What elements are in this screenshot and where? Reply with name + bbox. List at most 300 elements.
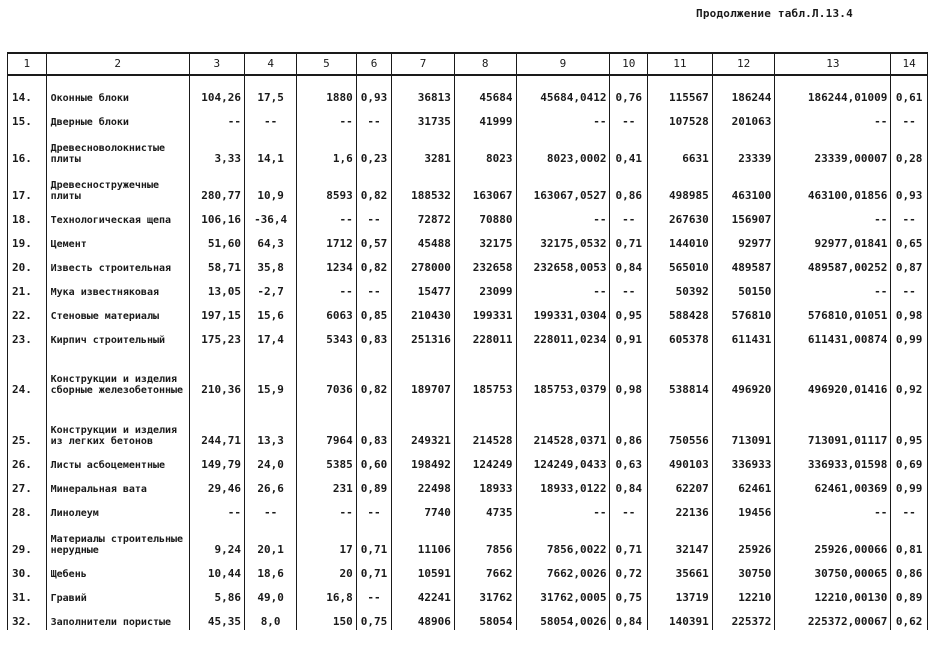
cell-no: 28. — [8, 497, 47, 521]
cell-c9: 7856,0022 — [516, 521, 610, 558]
cell-c10: 0,84 — [610, 473, 648, 497]
cell-c5: 6063 — [297, 300, 357, 324]
cell-c6: 0,75 — [356, 606, 392, 630]
cell-c14: -- — [891, 276, 928, 300]
cell-c14: 0,99 — [891, 324, 928, 348]
table-row — [8, 167, 928, 204]
cell-c5: 20 — [297, 558, 357, 582]
cell-name: Материалы строительные нерудные — [46, 521, 189, 558]
cell-c3: 51,60 — [189, 228, 244, 252]
cell-c7: 45488 — [392, 228, 455, 252]
column-header-3: 3 — [189, 53, 244, 75]
cell-no: 29. — [8, 521, 47, 558]
cell-c14: 0,69 — [891, 449, 928, 473]
cell-c7: 31735 — [392, 106, 455, 130]
cell-c8: 185753 — [454, 348, 516, 398]
cell-c3: 197,15 — [189, 300, 244, 324]
cell-no: 32. — [8, 606, 47, 630]
cell-c5: 1712 — [297, 228, 357, 252]
cell-c13: -- — [775, 106, 891, 130]
cell-c13: 611431,00874 — [775, 324, 891, 348]
cell-no: 22. — [8, 300, 47, 324]
cell-c14: -- — [891, 497, 928, 521]
cell-c9: 18933,0122 — [516, 473, 610, 497]
cell-c4: 14,1 — [245, 130, 297, 167]
cell-c9: -- — [516, 106, 610, 130]
cell-c5: 5385 — [297, 449, 357, 473]
table-row — [8, 130, 928, 167]
cell-c12: 50150 — [712, 276, 775, 300]
cell-c8: 228011 — [454, 324, 516, 348]
cell-c14: 0,98 — [891, 300, 928, 324]
cell-c11: 62207 — [648, 473, 713, 497]
cell-c13: 225372,00067 — [775, 606, 891, 630]
cell-c11: 35661 — [648, 558, 713, 582]
cell-c9: -- — [516, 204, 610, 228]
header-row — [8, 53, 928, 75]
cell-c6: -- — [356, 106, 392, 130]
cell-c7: 10591 — [392, 558, 455, 582]
cell-no: 26. — [8, 449, 47, 473]
cell-c12: 25926 — [712, 521, 775, 558]
cell-c5: -- — [297, 204, 357, 228]
cell-c14: 0,87 — [891, 252, 928, 276]
cell-c10: 0,86 — [610, 398, 648, 449]
cell-c11: 498985 — [648, 167, 713, 204]
cell-c9: 31762,0005 — [516, 582, 610, 606]
column-header-14: 14 — [891, 53, 928, 75]
cell-name: Древесноволокнистые плиты — [46, 130, 189, 167]
cell-c11: 13719 — [648, 582, 713, 606]
cell-c4: 26,6 — [245, 473, 297, 497]
cell-c10: 0,95 — [610, 300, 648, 324]
table-row — [8, 497, 928, 521]
cell-c12: 186244 — [712, 75, 775, 106]
cell-c3: 175,23 — [189, 324, 244, 348]
cell-c14: 0,93 — [891, 167, 928, 204]
cell-c4: 17,5 — [245, 75, 297, 106]
cell-c5: 1234 — [297, 252, 357, 276]
cell-c13: 92977,01841 — [775, 228, 891, 252]
cell-c3: 58,71 — [189, 252, 244, 276]
cell-c14: 0,28 — [891, 130, 928, 167]
cell-c9: 32175,0532 — [516, 228, 610, 252]
cell-c8: 199331 — [454, 300, 516, 324]
table-row — [8, 228, 928, 252]
cell-c5: 16,8 — [297, 582, 357, 606]
cell-c14: 0,86 — [891, 558, 928, 582]
column-header-11: 11 — [648, 53, 713, 75]
cell-c6: 0,71 — [356, 521, 392, 558]
cell-c4: 64,3 — [245, 228, 297, 252]
cell-name: Конструкции и изделия сборные железобетонные — [46, 348, 189, 398]
cell-c11: 565010 — [648, 252, 713, 276]
cell-c6: 0,83 — [356, 398, 392, 449]
cell-no: 23. — [8, 324, 47, 348]
cell-c8: 70880 — [454, 204, 516, 228]
cell-c11: 538814 — [648, 348, 713, 398]
cell-c13: -- — [775, 204, 891, 228]
cell-no: 30. — [8, 558, 47, 582]
cell-c3: 149,79 — [189, 449, 244, 473]
cell-c10: 0,98 — [610, 348, 648, 398]
cell-c4: 24,0 — [245, 449, 297, 473]
table-row — [8, 449, 928, 473]
cell-c11: 490103 — [648, 449, 713, 473]
cell-c7: 11106 — [392, 521, 455, 558]
cell-c4: 8,0 — [245, 606, 297, 630]
cell-c4: 20,1 — [245, 521, 297, 558]
cell-c4: 18,6 — [245, 558, 297, 582]
cell-c10: 0,71 — [610, 228, 648, 252]
cell-c5: -- — [297, 497, 357, 521]
cell-c13: 30750,00065 — [775, 558, 891, 582]
cell-c13: 186244,01009 — [775, 75, 891, 106]
cell-c12: 225372 — [712, 606, 775, 630]
cell-c4: 15,9 — [245, 348, 297, 398]
cell-c5: -- — [297, 106, 357, 130]
cell-c7: 278000 — [392, 252, 455, 276]
cell-c14: 0,81 — [891, 521, 928, 558]
cell-c11: 115567 — [648, 75, 713, 106]
cell-c13: 489587,00252 — [775, 252, 891, 276]
cell-c9: 58054,0026 — [516, 606, 610, 630]
cell-c8: 7662 — [454, 558, 516, 582]
cell-c11: 144010 — [648, 228, 713, 252]
cell-c12: 496920 — [712, 348, 775, 398]
cell-name: Конструкции и изделия из легких бетонов — [46, 398, 189, 449]
cell-c12: 62461 — [712, 473, 775, 497]
cell-name: Заполнители пористые — [46, 606, 189, 630]
cell-name: Минеральная вата — [46, 473, 189, 497]
cell-c10: 0,76 — [610, 75, 648, 106]
cell-c12: 19456 — [712, 497, 775, 521]
column-header-1: 1 — [8, 53, 47, 75]
cell-name: Древесностружечные плиты — [46, 167, 189, 204]
cell-c9: 7662,0026 — [516, 558, 610, 582]
cell-c10: 0,71 — [610, 521, 648, 558]
cell-c3: 29,46 — [189, 473, 244, 497]
cell-c4: -- — [245, 497, 297, 521]
cell-c6: 0,57 — [356, 228, 392, 252]
cell-c3: 106,16 — [189, 204, 244, 228]
cell-c5: 8593 — [297, 167, 357, 204]
cell-c12: 201063 — [712, 106, 775, 130]
cell-name: Цемент — [46, 228, 189, 252]
cell-c11: 750556 — [648, 398, 713, 449]
cell-c6: 0,82 — [356, 252, 392, 276]
cell-name: Технологическая щепа — [46, 204, 189, 228]
cell-name: Стеновые материалы — [46, 300, 189, 324]
cell-c3: -- — [189, 106, 244, 130]
column-header-2: 2 — [46, 53, 189, 75]
cell-no: 18. — [8, 204, 47, 228]
cell-c5: 1880 — [297, 75, 357, 106]
cell-c3: 210,36 — [189, 348, 244, 398]
cell-c4: 35,8 — [245, 252, 297, 276]
cell-c5: -- — [297, 276, 357, 300]
cell-c9: 185753,0379 — [516, 348, 610, 398]
cell-no: 27. — [8, 473, 47, 497]
cell-c7: 42241 — [392, 582, 455, 606]
cell-c8: 4735 — [454, 497, 516, 521]
cell-c10: 0,72 — [610, 558, 648, 582]
cell-c9: 199331,0304 — [516, 300, 610, 324]
cell-c3: 244,71 — [189, 398, 244, 449]
cell-c3: 10,44 — [189, 558, 244, 582]
cell-c13: 336933,01598 — [775, 449, 891, 473]
cell-c12: 489587 — [712, 252, 775, 276]
column-header-13: 13 — [775, 53, 891, 75]
cell-no: 16. — [8, 130, 47, 167]
cell-c6: 0,89 — [356, 473, 392, 497]
cell-c7: 3281 — [392, 130, 455, 167]
cell-c10: 0,84 — [610, 252, 648, 276]
cell-c4: 15,6 — [245, 300, 297, 324]
cell-c10: -- — [610, 106, 648, 130]
cell-name: Известь строительная — [46, 252, 189, 276]
table-row — [8, 521, 928, 558]
cell-c13: 23339,00007 — [775, 130, 891, 167]
cell-no: 19. — [8, 228, 47, 252]
cell-c13: 62461,00369 — [775, 473, 891, 497]
cell-c8: 232658 — [454, 252, 516, 276]
table-row — [8, 324, 928, 348]
cell-c3: 45,35 — [189, 606, 244, 630]
cell-c6: 0,23 — [356, 130, 392, 167]
column-header-7: 7 — [392, 53, 455, 75]
table-row — [8, 558, 928, 582]
cell-c10: 0,86 — [610, 167, 648, 204]
cell-c9: 124249,0433 — [516, 449, 610, 473]
cell-c3: 13,05 — [189, 276, 244, 300]
table-row — [8, 300, 928, 324]
cell-c3: 104,26 — [189, 75, 244, 106]
column-header-5: 5 — [297, 53, 357, 75]
table-row — [8, 348, 928, 398]
cell-name: Дверные блоки — [46, 106, 189, 130]
cell-c9: -- — [516, 276, 610, 300]
cell-c5: 17 — [297, 521, 357, 558]
cell-c12: 463100 — [712, 167, 775, 204]
cell-c5: 1,6 — [297, 130, 357, 167]
cell-c13: 12210,00130 — [775, 582, 891, 606]
table-row — [8, 276, 928, 300]
cell-c14: -- — [891, 106, 928, 130]
cell-c14: 0,62 — [891, 606, 928, 630]
cell-c13: 25926,00066 — [775, 521, 891, 558]
cell-c8: 7856 — [454, 521, 516, 558]
cell-c4: 10,9 — [245, 167, 297, 204]
column-header-9: 9 — [516, 53, 610, 75]
cell-c8: 45684 — [454, 75, 516, 106]
cell-c11: 605378 — [648, 324, 713, 348]
cell-c9: 232658,0053 — [516, 252, 610, 276]
cell-c13: 496920,01416 — [775, 348, 891, 398]
cell-c10: 0,75 — [610, 582, 648, 606]
cell-c12: 713091 — [712, 398, 775, 449]
cell-no: 14. — [8, 75, 47, 106]
cell-c14: 0,61 — [891, 75, 928, 106]
cell-no: 25. — [8, 398, 47, 449]
cell-c10: -- — [610, 497, 648, 521]
cell-c11: 22136 — [648, 497, 713, 521]
cell-c12: 30750 — [712, 558, 775, 582]
cell-c12: 156907 — [712, 204, 775, 228]
cell-c6: 0,82 — [356, 167, 392, 204]
cell-c10: -- — [610, 276, 648, 300]
table-caption: Продолжение табл.Л.13.4 — [696, 7, 853, 20]
cell-c9: 214528,0371 — [516, 398, 610, 449]
cell-c10: 0,84 — [610, 606, 648, 630]
cell-c12: 336933 — [712, 449, 775, 473]
cell-c8: 58054 — [454, 606, 516, 630]
cell-name: Кирпич строительный — [46, 324, 189, 348]
cell-c6: 0,93 — [356, 75, 392, 106]
cell-c9: -- — [516, 497, 610, 521]
cell-c7: 7740 — [392, 497, 455, 521]
column-header-10: 10 — [610, 53, 648, 75]
cell-c8: 31762 — [454, 582, 516, 606]
cell-c12: 611431 — [712, 324, 775, 348]
cell-c6: 0,82 — [356, 348, 392, 398]
cell-c12: 23339 — [712, 130, 775, 167]
cell-c12: 576810 — [712, 300, 775, 324]
cell-name: Листы асбоцементные — [46, 449, 189, 473]
cell-c11: 267630 — [648, 204, 713, 228]
cell-c7: 210430 — [392, 300, 455, 324]
cell-c6: -- — [356, 204, 392, 228]
cell-c6: -- — [356, 497, 392, 521]
cell-c4: -- — [245, 106, 297, 130]
cell-c4: 17,4 — [245, 324, 297, 348]
cell-c3: 3,33 — [189, 130, 244, 167]
cell-c14: 0,65 — [891, 228, 928, 252]
cell-c8: 41999 — [454, 106, 516, 130]
cell-c5: 5343 — [297, 324, 357, 348]
cell-c6: 0,71 — [356, 558, 392, 582]
cell-c13: 463100,01856 — [775, 167, 891, 204]
cell-c8: 163067 — [454, 167, 516, 204]
cell-c7: 72872 — [392, 204, 455, 228]
cell-c4: 49,0 — [245, 582, 297, 606]
cell-c6: 0,85 — [356, 300, 392, 324]
cell-c3: 280,77 — [189, 167, 244, 204]
cell-c7: 48906 — [392, 606, 455, 630]
table-row — [8, 606, 928, 630]
table-row — [8, 252, 928, 276]
cell-c7: 189707 — [392, 348, 455, 398]
cell-c5: 231 — [297, 473, 357, 497]
cell-c5: 150 — [297, 606, 357, 630]
cell-c7: 198492 — [392, 449, 455, 473]
cell-c7: 36813 — [392, 75, 455, 106]
cell-c14: 0,95 — [891, 398, 928, 449]
cell-name: Оконные блоки — [46, 75, 189, 106]
cell-c11: 588428 — [648, 300, 713, 324]
column-header-6: 6 — [356, 53, 392, 75]
cell-c4: 13,3 — [245, 398, 297, 449]
table-row — [8, 582, 928, 606]
cell-c6: -- — [356, 276, 392, 300]
cell-c6: -- — [356, 582, 392, 606]
cell-c4: -36,4 — [245, 204, 297, 228]
cell-c10: -- — [610, 204, 648, 228]
cell-c14: 0,99 — [891, 473, 928, 497]
cell-c8: 124249 — [454, 449, 516, 473]
cell-c9: 45684,0412 — [516, 75, 610, 106]
cell-c13: 713091,01117 — [775, 398, 891, 449]
cell-c13: 576810,01051 — [775, 300, 891, 324]
cell-c9: 163067,0527 — [516, 167, 610, 204]
table-row — [8, 204, 928, 228]
cell-c4: -2,7 — [245, 276, 297, 300]
cell-c7: 22498 — [392, 473, 455, 497]
cell-c6: 0,83 — [356, 324, 392, 348]
column-header-8: 8 — [454, 53, 516, 75]
table-row — [8, 473, 928, 497]
cell-c13: -- — [775, 276, 891, 300]
cell-c3: 9,24 — [189, 521, 244, 558]
cell-c7: 188532 — [392, 167, 455, 204]
cell-c5: 7036 — [297, 348, 357, 398]
cell-no: 20. — [8, 252, 47, 276]
cell-c14: 0,89 — [891, 582, 928, 606]
cell-c11: 32147 — [648, 521, 713, 558]
cell-c9: 228011,0234 — [516, 324, 610, 348]
column-header-12: 12 — [712, 53, 775, 75]
cell-name: Мука известняковая — [46, 276, 189, 300]
cell-c7: 251316 — [392, 324, 455, 348]
cell-c14: 0,92 — [891, 348, 928, 398]
cell-name: Гравий — [46, 582, 189, 606]
cell-c10: 0,41 — [610, 130, 648, 167]
cell-c8: 8023 — [454, 130, 516, 167]
cell-c9: 8023,0002 — [516, 130, 610, 167]
cell-c10: 0,63 — [610, 449, 648, 473]
cell-c11: 50392 — [648, 276, 713, 300]
cell-c14: -- — [891, 204, 928, 228]
cell-no: 24. — [8, 348, 47, 398]
cell-name: Щебень — [46, 558, 189, 582]
cell-c12: 12210 — [712, 582, 775, 606]
table-row — [8, 106, 928, 130]
cell-no: 17. — [8, 167, 47, 204]
cell-no: 31. — [8, 582, 47, 606]
table-row — [8, 75, 928, 106]
cell-c7: 249321 — [392, 398, 455, 449]
cell-c6: 0,60 — [356, 449, 392, 473]
table-row — [8, 398, 928, 449]
cell-c7: 15477 — [392, 276, 455, 300]
column-header-4: 4 — [245, 53, 297, 75]
cell-c8: 32175 — [454, 228, 516, 252]
data-table — [7, 52, 928, 630]
cell-c3: -- — [189, 497, 244, 521]
cell-no: 15. — [8, 106, 47, 130]
cell-name: Линолеум — [46, 497, 189, 521]
cell-c5: 7964 — [297, 398, 357, 449]
cell-c8: 23099 — [454, 276, 516, 300]
cell-c8: 214528 — [454, 398, 516, 449]
cell-c11: 6631 — [648, 130, 713, 167]
cell-c11: 107528 — [648, 106, 713, 130]
table-body — [8, 75, 928, 630]
cell-c3: 5,86 — [189, 582, 244, 606]
cell-c8: 18933 — [454, 473, 516, 497]
cell-c11: 140391 — [648, 606, 713, 630]
cell-c12: 92977 — [712, 228, 775, 252]
